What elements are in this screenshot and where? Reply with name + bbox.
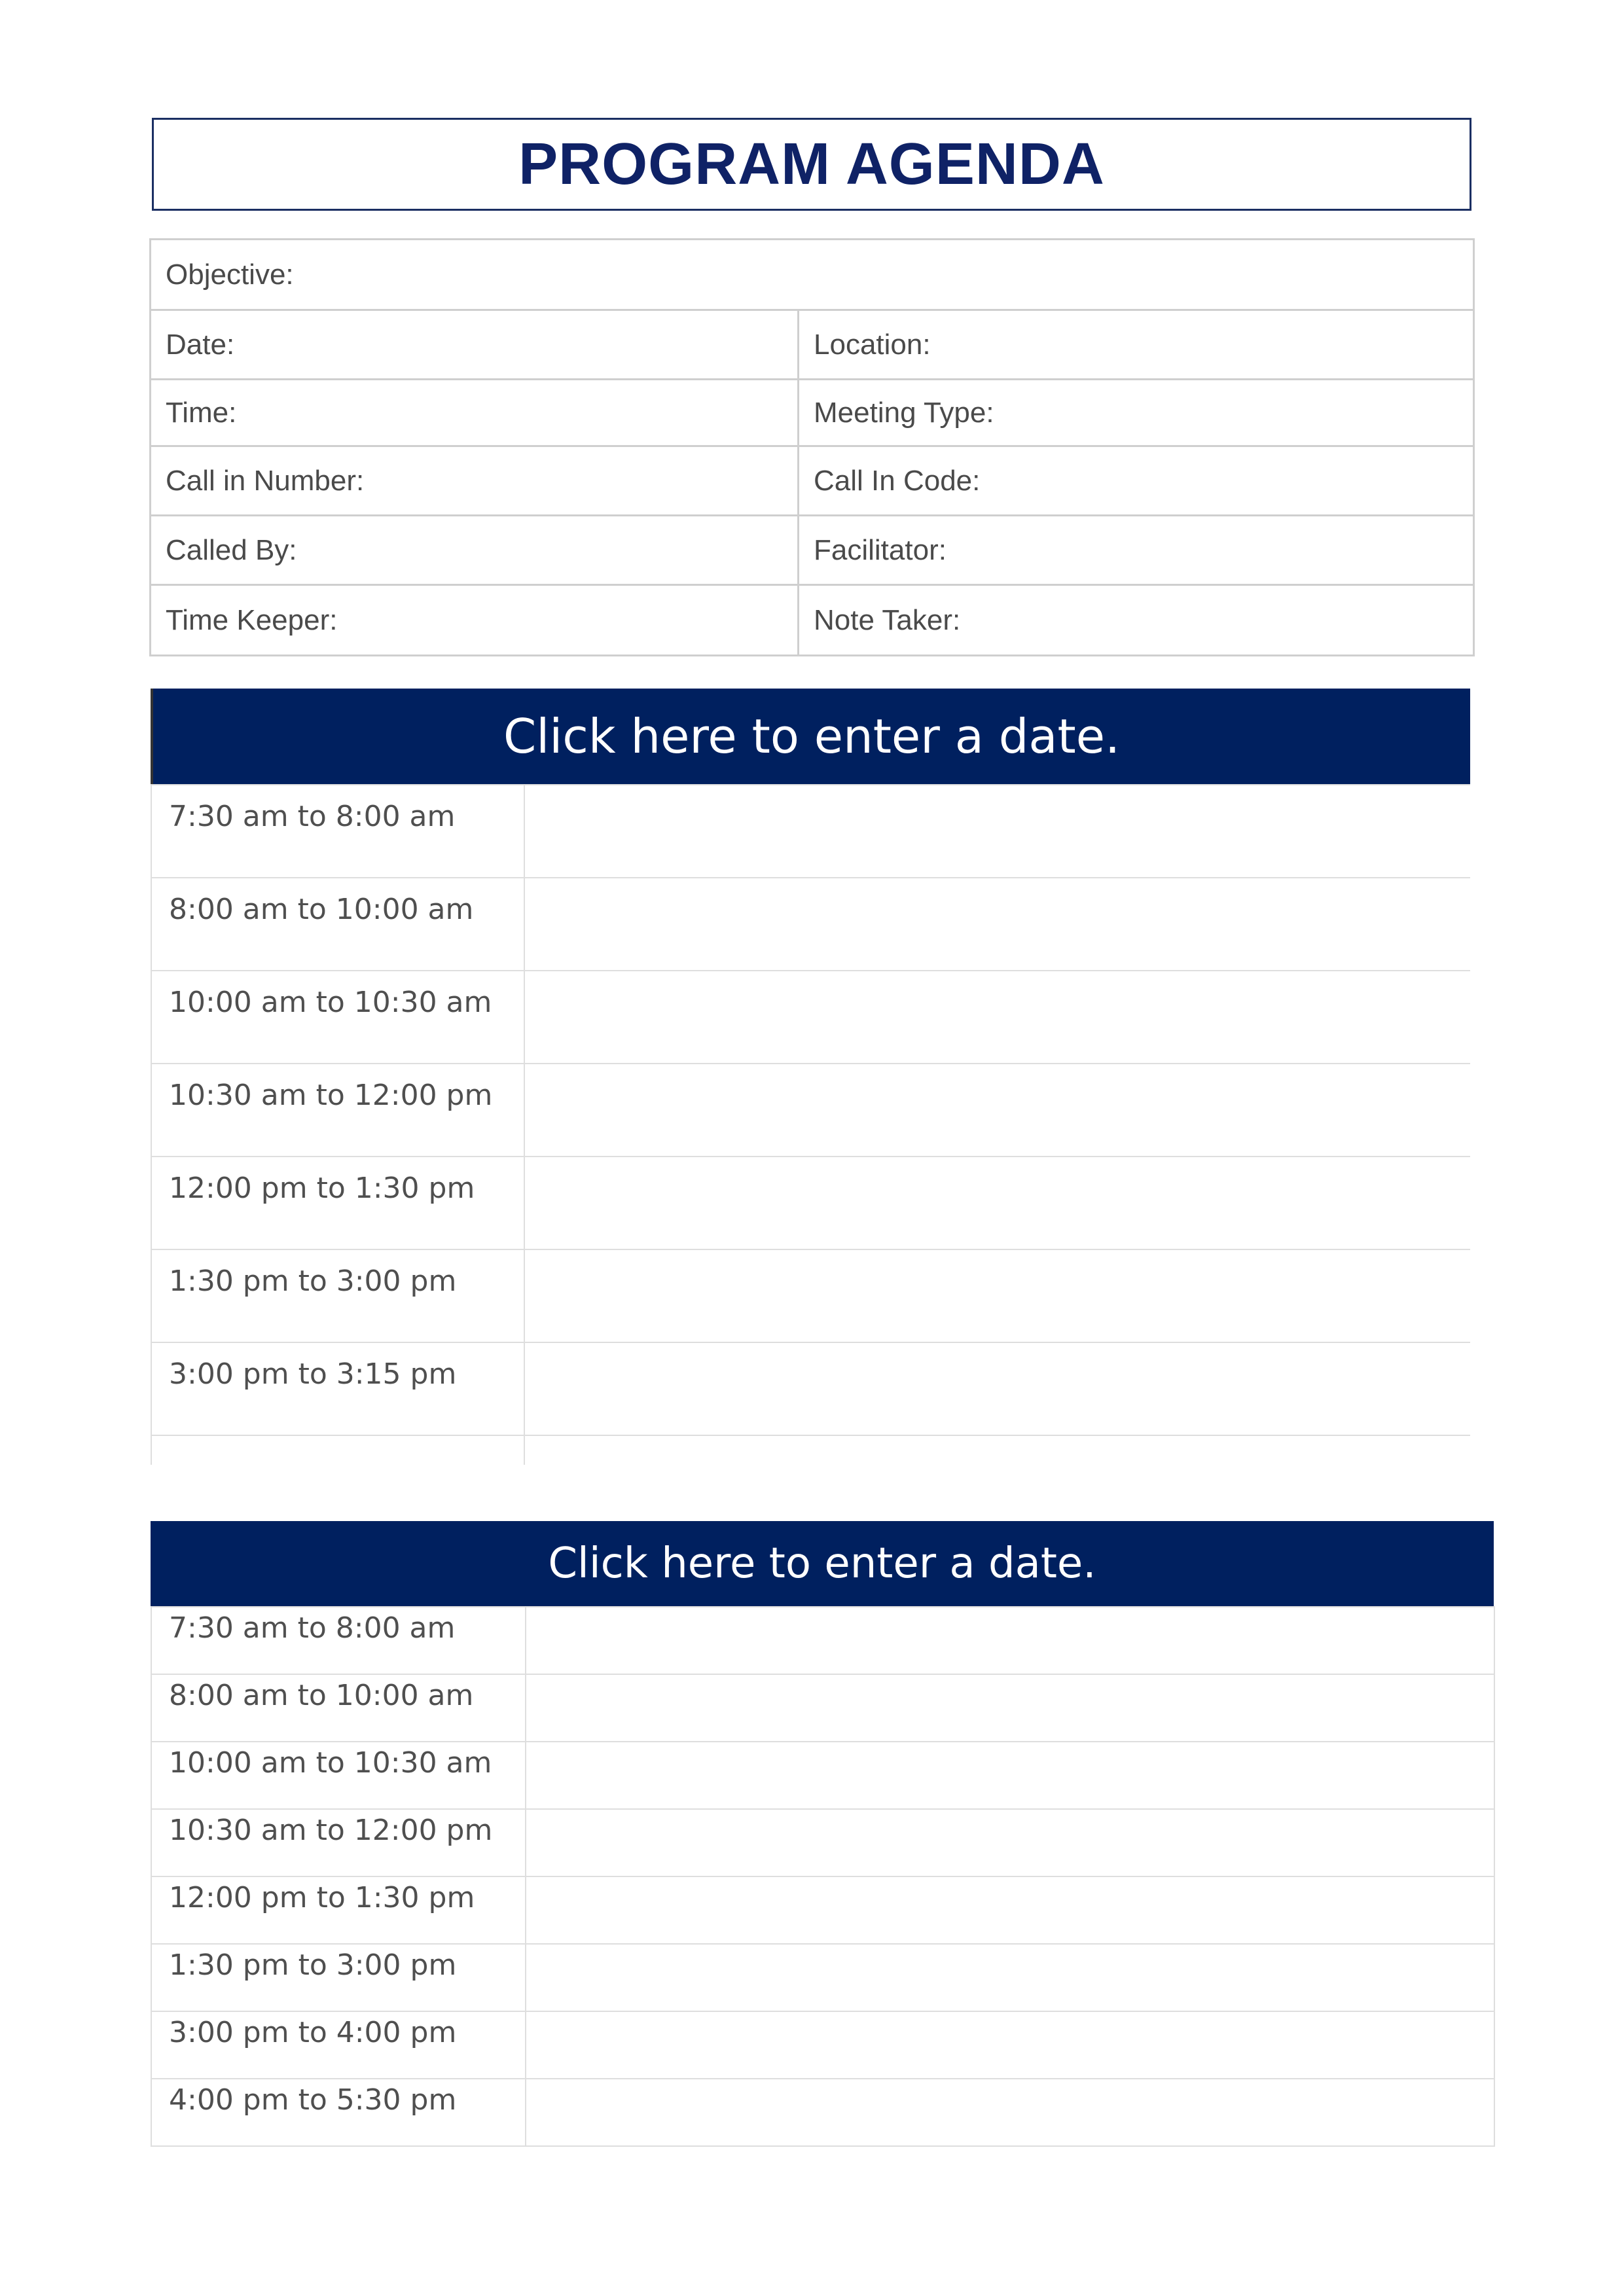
schedule-row [151,2079,1494,2146]
time-slot-empty [151,1435,524,1465]
time-slot: 8:00 am to 10:00 am [151,1674,526,1742]
schedule-row [151,1742,1494,1809]
schedule-row-empty [151,1435,1470,1465]
schedule-row [151,1876,1494,1944]
schedule-row [151,2011,1494,2079]
day-block-2 [151,1521,1494,2147]
note-taker-field[interactable] [799,585,1474,656]
time-slot: 1:30 pm to 3:00 pm [151,1944,526,2011]
time-slot: 10:00 am to 10:30 am [151,971,524,1064]
agenda-item-field[interactable] [526,2079,1494,2146]
schedule-row [151,1944,1494,2011]
agenda-item-field[interactable] [526,1944,1494,2011]
time-keeper-field[interactable] [151,585,799,656]
call-in-number-field[interactable] [151,446,799,516]
facilitator-field[interactable] [799,516,1474,585]
time-slot: 3:00 pm to 3:15 pm [151,1342,524,1435]
agenda-item-field[interactable] [526,1742,1494,1809]
meeting-info-table [149,238,1475,656]
time-slot: 4:00 pm to 5:30 pm [151,2079,526,2146]
objective-field[interactable] [151,240,1474,310]
agenda-item-field[interactable] [524,1342,1470,1435]
schedule-row [151,1342,1470,1435]
time-label: Time: [166,396,237,429]
page-title: PROGRAM AGENDA [518,131,1105,197]
time-slot: 12:00 pm to 1:30 pm [151,1876,526,1944]
meeting-type-field[interactable] [799,380,1474,446]
agenda-item-field[interactable] [524,971,1470,1064]
time-field[interactable] [151,380,799,446]
schedule-row [151,971,1470,1064]
schedule-row [151,1809,1494,1876]
agenda-item-field[interactable] [526,1876,1494,1944]
time-keeper-label: Time Keeper: [166,603,338,636]
time-slot: 1:30 pm to 3:00 pm [151,1249,524,1342]
title-box [152,118,1471,211]
info-row [151,446,1474,516]
schedule-row [151,1607,1494,1674]
schedule-row [151,1157,1470,1249]
time-slot: 3:00 pm to 4:00 pm [151,2011,526,2079]
facilitator-label: Facilitator: [814,533,947,566]
day-2-date-placeholder: Click here to enter a date. [548,1539,1096,1588]
call-in-code-label: Call In Code: [814,464,981,497]
called-by-field[interactable] [151,516,799,585]
day-1-date-placeholder: Click here to enter a date. [503,709,1120,764]
time-slot: 8:00 am to 10:00 am [151,878,524,971]
time-slot: 10:00 am to 10:30 am [151,1742,526,1809]
location-label: Location: [814,328,931,361]
call-in-code-field[interactable] [799,446,1474,516]
schedule-row [151,1249,1470,1342]
day-block-1 [151,689,1470,1465]
agenda-item-field[interactable] [524,1249,1470,1342]
location-field[interactable] [799,310,1474,380]
info-row [151,516,1474,585]
meeting-type-label: Meeting Type: [814,396,994,429]
date-label: Date: [166,328,235,361]
time-slot: 10:30 am to 12:00 pm [151,1064,524,1157]
time-slot: 7:30 am to 8:00 am [151,785,524,878]
day-1-date-picker[interactable] [151,689,1470,784]
agenda-item-field[interactable] [526,1674,1494,1742]
schedule-row [151,1064,1470,1157]
info-row [151,585,1474,656]
agenda-item-field[interactable] [526,1607,1494,1674]
called-by-label: Called By: [166,533,297,566]
time-slot: 10:30 am to 12:00 pm [151,1809,526,1876]
day-1-schedule-table [151,784,1470,1465]
schedule-row [151,878,1470,971]
schedule-row [151,1674,1494,1742]
schedule-row [151,785,1470,878]
info-row-objective [151,240,1474,310]
agenda-item-field[interactable] [524,878,1470,971]
time-slot: 12:00 pm to 1:30 pm [151,1157,524,1249]
agenda-item-field[interactable] [524,1435,1470,1465]
date-field[interactable] [151,310,799,380]
call-in-number-label: Call in Number: [166,464,365,497]
day-2-date-picker[interactable] [151,1521,1494,1606]
info-row [151,380,1474,446]
note-taker-label: Note Taker: [814,603,961,636]
objective-label: Objective: [166,258,294,291]
day-2-schedule-table [151,1606,1495,2147]
agenda-item-field[interactable] [526,2011,1494,2079]
agenda-item-field[interactable] [524,1064,1470,1157]
agenda-item-field[interactable] [526,1809,1494,1876]
agenda-item-field[interactable] [524,785,1470,878]
agenda-item-field[interactable] [524,1157,1470,1249]
info-row [151,310,1474,380]
time-slot: 7:30 am to 8:00 am [151,1607,526,1674]
